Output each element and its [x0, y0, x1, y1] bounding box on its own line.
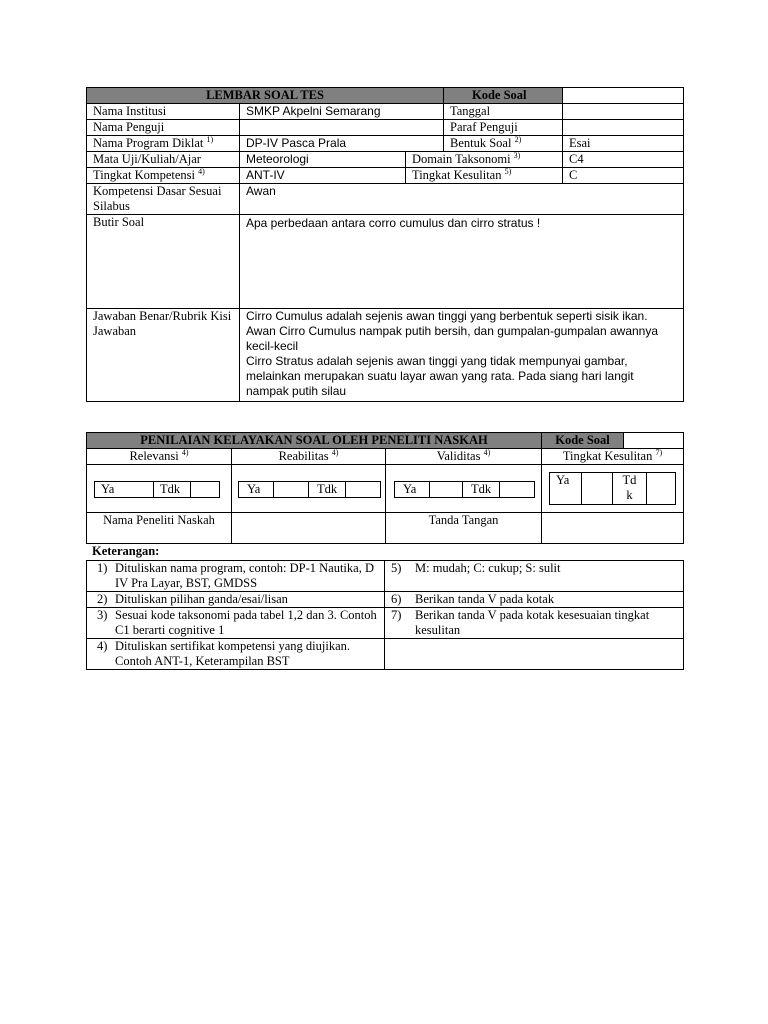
value-jawaban: Cirro Cumulus adalah sejenis awan tinggi yang berbentuk seperti sisik ikan. Awan Cirro Cumulus nampak putih bersih, dan gumpalan-gumpalan awannya kecil-kecil Cirro Stratus adalah sejenis awan tinggi yang tidak mempunyai gambar, melainkan merupakan suatu layar awan yang rata. Pada siang hari langit nampak putih silau: [240, 309, 684, 402]
value-tingkat-kesulitan: C: [563, 168, 684, 184]
tanda-tangan-label: Tanda Tangan: [386, 513, 542, 544]
tdk-box[interactable]: [646, 472, 676, 505]
value-mata-uji: Meteorologi: [240, 152, 406, 168]
tdk-checkbox[interactable]: Td k: [612, 472, 646, 505]
ya-box[interactable]: [273, 481, 308, 498]
value-penguji: [240, 120, 444, 136]
criteria-relevansi: Relevansi $^{4)}$: [87, 449, 232, 465]
label-butir-soal: Butir Soal: [87, 215, 240, 309]
penilaian-title: PENILAIAN KELAYAKAN SOAL OLEH PENELITI NASKAH: [87, 433, 542, 449]
validitas-options: [386, 465, 542, 513]
label-mata-uji: Mata Uji/Kuliah/Ajar: [87, 152, 240, 168]
value-butir-soal: Apa perbedaan antara corro cumulus dan cirro stratus !: [240, 215, 684, 309]
note-5: 5) M: mudah; C: cukup; S: sulit: [385, 561, 684, 592]
lembar-soal-table: [86, 87, 684, 402]
ya-checkbox[interactable]: Ya: [549, 472, 581, 505]
penilaian-table: [86, 432, 684, 544]
note-7: 7) Berikan tanda V pada kotak kesesuaian tingkat kesulitan: [385, 608, 684, 639]
note-3: 3) Sesuai kode taksonomi pada tabel 1,2 dan 3. Contoh C1 berarti cognitive 1: [87, 608, 385, 639]
label-tanggal: Tanggal: [444, 104, 563, 120]
tdk-checkbox[interactable]: Tdk: [308, 481, 345, 498]
ya-checkbox[interactable]: Ya: [394, 481, 429, 498]
note-1: 1) Dituliskan nama program, contoh: DP-1 Nautika, D IV Pra Layar, BST, GMDSS: [87, 561, 385, 592]
value-institusi: SMKP Akpelni Semarang: [240, 104, 444, 120]
label-paraf: Paraf Penguji: [444, 120, 563, 136]
label-domain: Domain Taksonomi $^{3)}$: [406, 152, 563, 168]
nama-peneliti-label: Nama Peneliti Naskah: [87, 513, 232, 544]
keterangan-table: [86, 560, 684, 670]
criteria-reabilitas: Reabilitas $^{4)}$: [232, 449, 386, 465]
ya-checkbox[interactable]: Ya: [94, 481, 153, 498]
label-tingkat-kesulitan: Tingkat Kesulitan $^{5)}$: [406, 168, 563, 184]
tdk-box[interactable]: [499, 481, 535, 498]
label-jawaban: Jawaban Benar/Rubrik Kisi Jawaban: [87, 309, 240, 402]
value-program: DP-IV Pasca Prala: [240, 136, 444, 152]
criteria-validitas: Validitas $^{4)}$: [386, 449, 542, 465]
ya-box[interactable]: [581, 472, 612, 505]
value-bentuk-soal: Esai: [563, 136, 684, 152]
reabilitas-options: [232, 465, 386, 513]
label-program: Nama Program Diklat $^{1)}$: [87, 136, 240, 152]
label-kompetensi-dasar: Kompetensi Dasar Sesuai Silabus: [87, 184, 240, 215]
tdk-checkbox[interactable]: Tdk: [462, 481, 499, 498]
value-domain: C4: [563, 152, 684, 168]
tdk-box[interactable]: [345, 481, 381, 498]
note-2: 2) Dituliskan pilihan ganda/esai/lisan: [87, 592, 385, 608]
label-institusi: Nama Institusi: [87, 104, 240, 120]
label-tingkat-kompetensi: Tingkat Kompetensi $^{4)}$: [87, 168, 240, 184]
penilaian-kode-value: [624, 433, 684, 449]
ya-box[interactable]: [429, 481, 462, 498]
ya-checkbox[interactable]: Ya: [238, 481, 273, 498]
tanda-tangan-value: [542, 513, 684, 544]
value-tingkat-kompetensi: ANT-IV: [240, 168, 406, 184]
note-empty: [385, 639, 684, 670]
tdk-box[interactable]: [190, 481, 220, 498]
note-6: 6) Berikan tanda V pada kotak: [385, 592, 684, 608]
kode-soal-label: Kode Soal: [444, 88, 563, 104]
tdk-checkbox[interactable]: Tdk: [153, 481, 190, 498]
form-title: LEMBAR SOAL TES: [87, 88, 444, 104]
penilaian-kode-label: Kode Soal: [542, 433, 624, 449]
value-paraf: [563, 120, 684, 136]
relevansi-options: [87, 465, 232, 513]
value-tanggal: [563, 104, 684, 120]
label-bentuk-soal: Bentuk Soal $^{2)}$: [444, 136, 563, 152]
keterangan-title: Keterangan:: [92, 544, 160, 558]
value-kompetensi-dasar: Awan: [240, 184, 684, 215]
kode-soal-value: [563, 88, 684, 104]
tingkat-kesulitan-options: [542, 465, 684, 513]
note-4: 4) Dituliskan sertifikat kompetensi yang diujikan. Contoh ANT-1, Keterampilan BST: [87, 639, 385, 670]
criteria-tingkat-kesulitan: Tingkat Kesulitan $^{7)}$: [542, 449, 684, 465]
nama-peneliti-value: [232, 513, 386, 544]
label-penguji: Nama Penguji: [87, 120, 240, 136]
